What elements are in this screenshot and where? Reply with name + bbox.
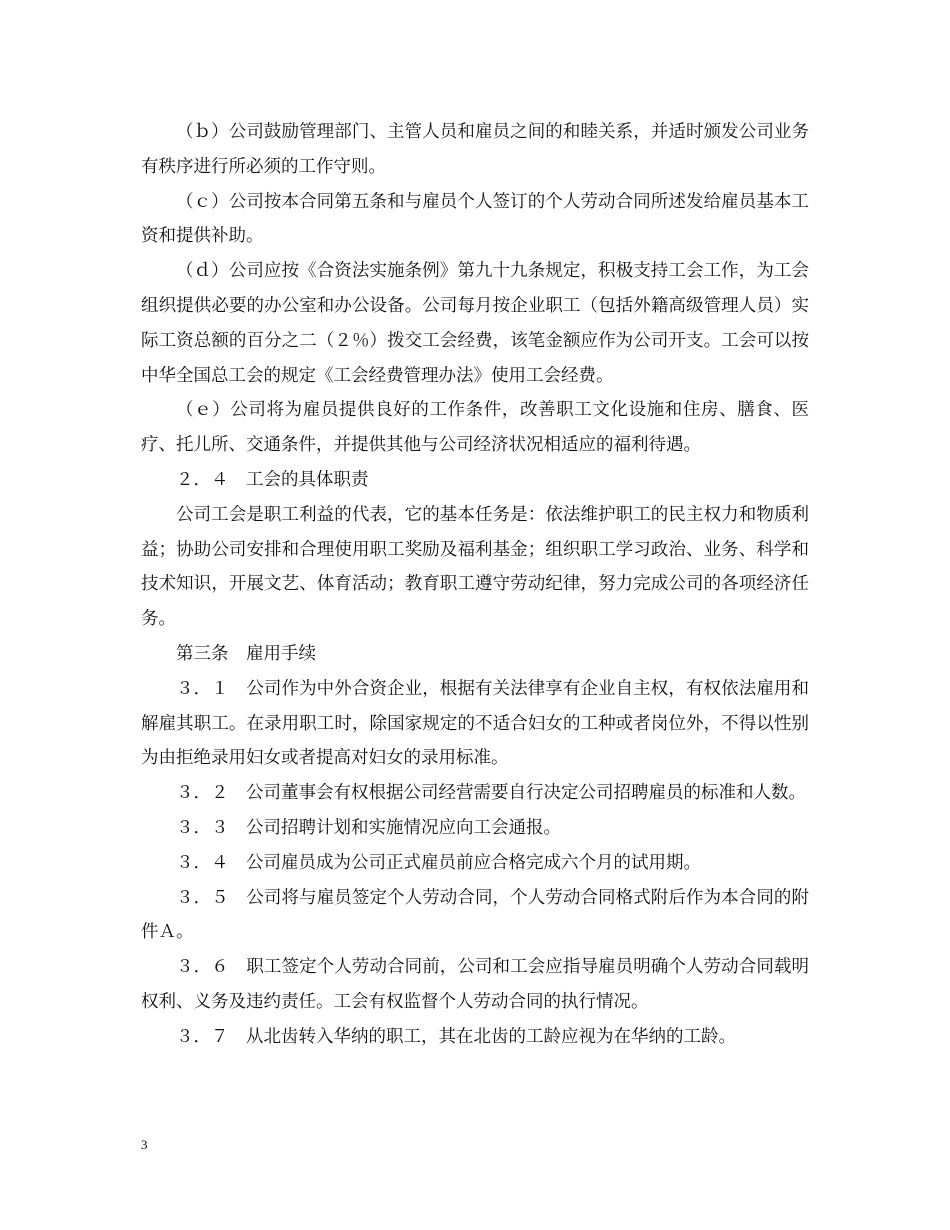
clause-3-4: ３．４ 公司雇员成为公司正式雇员前应合格完成六个月的试用期。 [176,852,701,873]
clause-3-7: ３．７ 从北齿转入华纳的职工，其在北齿的工龄应视为在华纳的工龄。 [176,1026,736,1047]
clause-3-5: ３．５ 公司将与雇员签定个人劳动合同，个人劳动合同格式附后作为本合同的附件Ａ。 [141,887,809,943]
paragraph-b: （ｂ）公司鼓励管理部门、主管人员和雇员之间的和睦关系，并适时颁发公司业务有秩序进行所必须的工作守则。 [141,122,809,177]
section-heading-2-4: ２．４ 工会的具体职责 [176,469,369,490]
clause-3-1: ３．１ 公司作为中外合资企业，根据有关法律享有企业自主权，有权依法雇用和解雇其职工。在录用职工时，除国家规定的不适合妇女的工种或者岗位外，不得以性别为由拒绝录用妇女或者提高对妇女的录用标准。 [141,678,809,769]
page-number: 3 [141,1137,148,1152]
clause-3-3: ３．３ 公司招聘计划和实施情况应向工会通报。 [176,817,561,838]
document-body [141,115,809,1055]
paragraph-d: （ｄ）公司应按《合资法实施条例》第九十九条规定，积极支持工会工作，为工会组织提供必要的办公室和办公设备。公司每月按企业职工（包括外籍高级管理人员）实际工资总额的百分之二（２％）拨交工会经费，该笔金额应作为公司开支。工会可以按中华全国总工会的规定《工会经费管理办法》使用工会经费。 [141,261,809,386]
paragraph-e: （ｅ）公司将为雇员提供良好的工作条件，改善职工文化设施和住房、膳食、医疗、托儿所、交通条件，并提供其他与公司经济状况相适应的福利待遇。 [141,400,809,456]
paragraph-union-duties: 公司工会是职工利益的代表，它的基本任务是：依法维护职工的民主权力和物质利益；协助公司安排和合理使用职工奖励及福利基金；组织职工学习政治、业务、科学和技术知识，开展文艺、体育活动；教育职工遵守劳动纪律，努力完成公司的各项经济任务。 [141,504,809,630]
clause-3-6: ３．６ 职工签定个人劳动合同前，公司和工会应指导雇员明确个人劳动合同载明权利、义务及违约责任。工会有权监督个人劳动合同的执行情况。 [141,957,809,1012]
clause-3-2: ３．２ 公司董事会有权根据公司经营需要自行决定公司招聘雇员的标准和人数。 [176,783,806,804]
paragraph-c: （ｃ）公司按本合同第五条和与雇员个人签订的个人劳动合同所述发给雇员基本工资和提供补助。 [141,191,809,247]
article-heading-3: 第三条 雇用手续 [176,643,316,664]
